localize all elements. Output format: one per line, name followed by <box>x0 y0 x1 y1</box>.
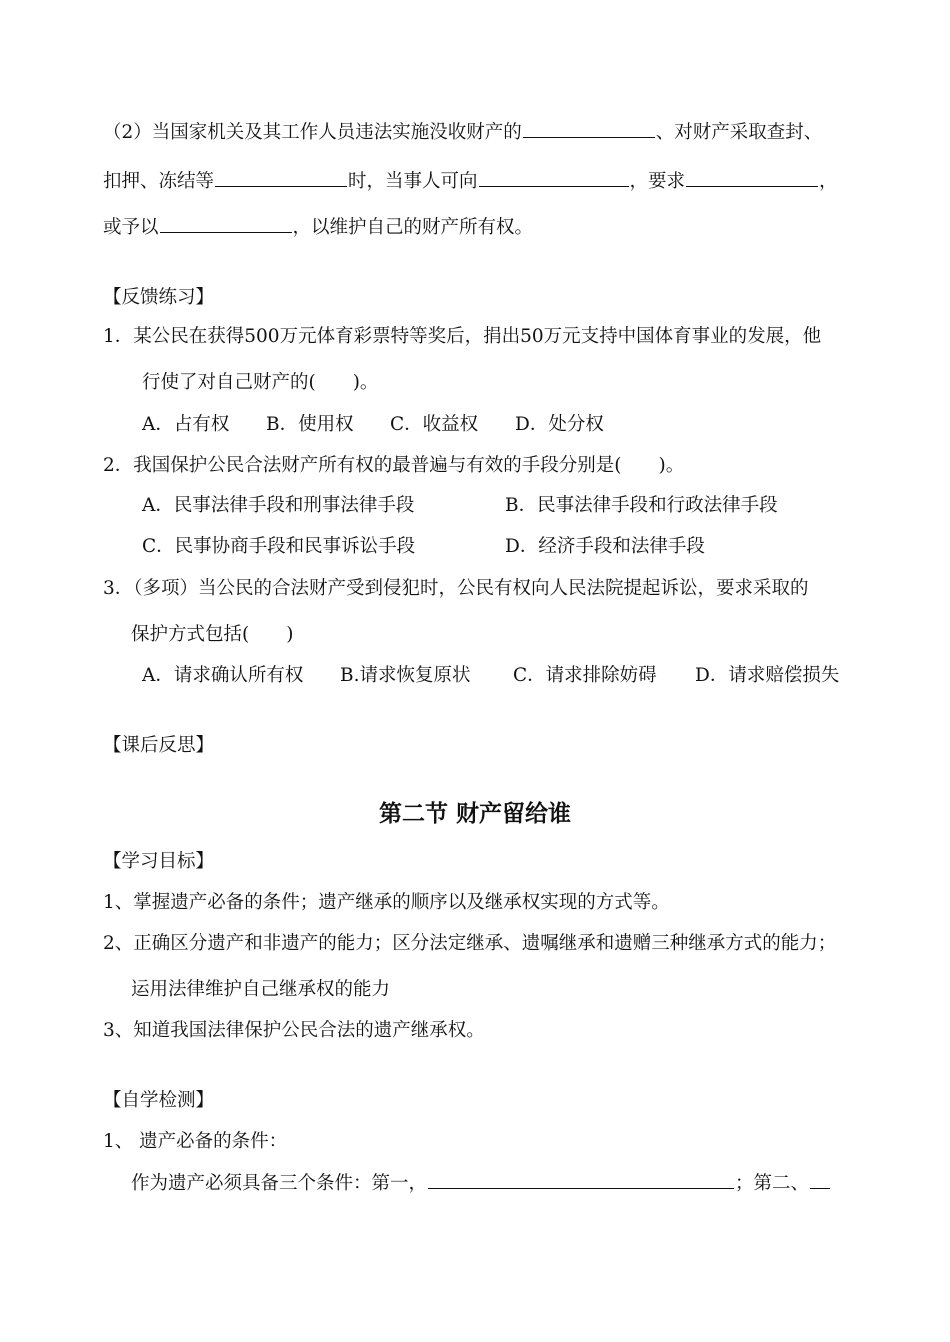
q2-option-a[interactable]: A．民事法律手段和刑事法律手段 <box>142 495 415 516</box>
section-title: 第二节 财产留给谁 <box>378 801 571 827</box>
q1-option-d[interactable]: D．处分权 <box>515 414 604 435</box>
text-segment: ；第二、 <box>735 1173 810 1194</box>
text-segment: ，要求 <box>629 171 686 192</box>
text-segment: （2）当国家机关及其工作人员违法实施没收财产的 <box>103 122 522 143</box>
fill-line-2 <box>103 170 838 193</box>
q2-option-b[interactable]: B．民事法律手段和行政法律手段 <box>505 495 778 516</box>
text-segment: ，以维护自己的财产所有权。 <box>292 217 534 238</box>
fill-blank[interactable] <box>160 216 292 233</box>
text-segment: 或予以 <box>103 217 159 238</box>
q3-option-a[interactable]: A．请求确认所有权 <box>142 665 304 686</box>
q3-option-b[interactable]: B.请求恢复原状 <box>340 665 471 686</box>
q3-option-c[interactable]: C．请求排除妨碍 <box>513 665 657 686</box>
q2-option-d[interactable]: D．经济手段和法律手段 <box>505 536 705 557</box>
question-3-text: 3．（多项）当公民的合法财产受到侵犯时，公民有权向人民法院提起诉讼，要求采取的 <box>103 578 809 599</box>
text-segment: 作为遗产必须具备三个条件：第一， <box>131 1173 428 1194</box>
question-1-text-cont: 行使了对自己财产的( )。 <box>142 372 379 393</box>
self-check-item-1: 1、 遗产必备的条件： <box>103 1131 288 1152</box>
fill-line-1 <box>103 121 822 144</box>
goal-3: 3、知道我国法律保护公民合法的遗产继承权。 <box>103 1020 485 1041</box>
reflection-heading: 【课后反思】 <box>103 735 215 756</box>
fill-blank[interactable] <box>523 121 655 138</box>
q1-option-b[interactable]: B．使用权 <box>266 414 354 435</box>
question-3-text-cont: 保护方式包括( ) <box>131 624 294 645</box>
q3-option-d[interactable]: D．请求赔偿损失 <box>695 665 840 686</box>
text-segment: 扣押、冻结等 <box>103 171 215 192</box>
text-segment: ， <box>819 171 838 192</box>
fill-blank[interactable] <box>428 1172 734 1189</box>
fill-blank[interactable] <box>215 170 347 187</box>
fill-blank[interactable] <box>810 1172 830 1189</box>
text-segment: 、对财产采取查封、 <box>655 122 823 143</box>
question-1-text: 1．某公民在获得500万元体育彩票特等奖后，捐出50万元支持中国体育事业的发展，他 <box>103 326 822 347</box>
q1-option-c[interactable]: C．收益权 <box>390 414 479 435</box>
self-check-fill-line <box>131 1172 831 1195</box>
fill-blank[interactable] <box>479 170 629 187</box>
goals-heading: 【学习目标】 <box>103 851 215 872</box>
goal-2: 2、正确区分遗产和非遗产的能力；区分法定继承、遗嘱继承和遗赠三种继承方式的能力； <box>103 933 837 954</box>
question-2-text: 2．我国保护公民合法财产所有权的最普遍与有效的手段分别是( )。 <box>103 455 685 476</box>
q2-option-c[interactable]: C．民事协商手段和民事诉讼手段 <box>142 536 416 557</box>
goal-2-cont: 运用法律维护自己继承权的能力 <box>131 979 391 1000</box>
text-segment: 时，当事人可向 <box>348 171 478 192</box>
feedback-heading: 【反馈练习】 <box>103 287 215 308</box>
q1-option-a[interactable]: A．占有权 <box>142 414 230 435</box>
self-check-heading: 【自学检测】 <box>103 1090 215 1111</box>
goal-1: 1、掌握遗产必备的条件；遗产继承的顺序以及继承权实现的方式等。 <box>103 892 670 913</box>
fill-line-3 <box>103 216 533 239</box>
fill-blank[interactable] <box>686 170 818 187</box>
